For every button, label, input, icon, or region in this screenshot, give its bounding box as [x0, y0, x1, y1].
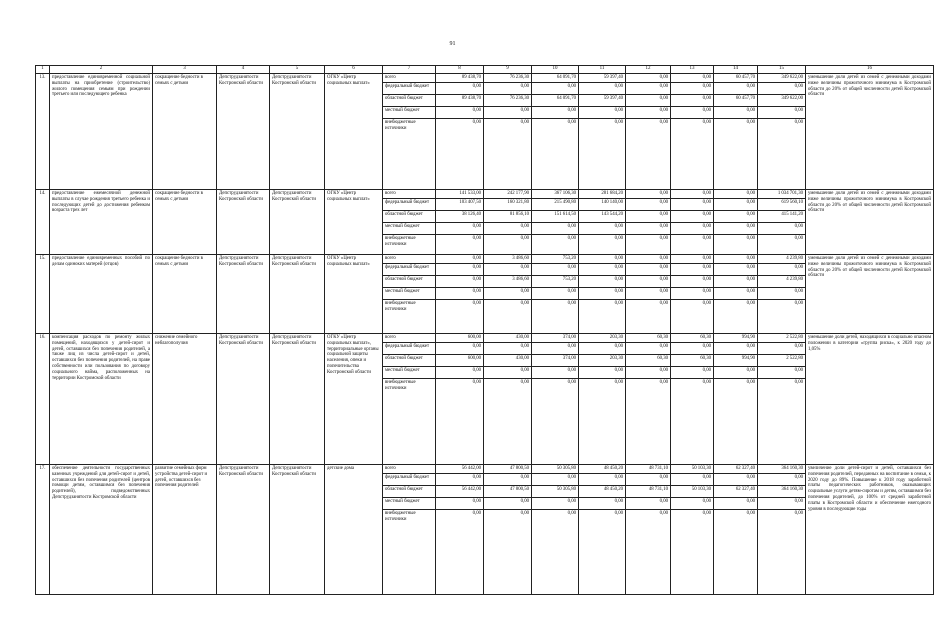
amount-cell: 0,00: [532, 510, 579, 595]
amount-cell: 0,00: [714, 379, 758, 465]
amount-cell: 0,00: [436, 288, 484, 300]
amount-cell: 0,00: [714, 343, 758, 355]
amount-cell: 0,00: [714, 211, 758, 223]
amount-cell: 0,00: [671, 343, 714, 355]
problem-cell: сокращение бедности в семьях с детьми: [153, 74, 217, 190]
funding-source: местный бюджет: [383, 288, 436, 300]
amount-cell: 0,00: [579, 235, 626, 255]
amount-cell: 0,00: [626, 379, 671, 465]
row-number: 13.: [36, 74, 50, 190]
amount-cell: 0,00: [579, 288, 626, 300]
amount-cell: 1 034 701,30: [758, 190, 806, 199]
column-header: 1: [36, 66, 50, 74]
column-header: 5: [270, 66, 325, 74]
amount-cell: 0,00: [626, 190, 671, 199]
funding-source: внебюджетные источники: [383, 235, 436, 255]
amount-cell: 0,00: [671, 223, 714, 235]
column-header: 16: [806, 66, 934, 74]
amount-cell: 0,00: [714, 119, 758, 190]
amount-cell: 48 731,10: [626, 486, 671, 498]
amount-cell: 753,20: [532, 276, 579, 288]
partner-cell: Депструдзанятости Костромской области: [270, 190, 325, 255]
amount-cell: 48 731,10: [626, 465, 671, 474]
amount-cell: 0,00: [436, 235, 484, 255]
amount-cell: 349 622,00: [758, 74, 806, 83]
expected-result: уменьшение доли детей из семей с денежными доходами ниже величины прожиточного минимума в Костромской области до 20% от общей численности детей Костромской области: [806, 74, 934, 190]
funding-source: всего: [383, 255, 436, 264]
column-header: 11: [579, 66, 626, 74]
amount-cell: 0,00: [758, 83, 806, 95]
amount-cell: 0,00: [626, 74, 671, 83]
amount-cell: 0,00: [758, 367, 806, 379]
amount-cell: 0,00: [714, 510, 758, 595]
column-header: 2: [50, 66, 153, 74]
row-number: 17.: [36, 465, 50, 595]
amount-cell: 0,00: [671, 300, 714, 334]
amount-cell: 81 856,10: [484, 211, 532, 223]
amount-cell: 0,00: [671, 255, 714, 264]
recipient-cell: ОГКУ «Центр социальных выплат», территориальные органы социальной защиты населения, опеки и попечительства Костромской области: [325, 334, 383, 465]
amount-cell: 0,00: [671, 190, 714, 199]
amount-cell: 0,00: [436, 474, 484, 486]
funding-source: внебюджетные источники: [383, 300, 436, 334]
amount-cell: 203,30: [579, 355, 626, 367]
expected-result: уменьшение доли детей из семей с денежными доходами ниже величины прожиточного минимума в Костромской области до 20% от общей численности детей Костромской области: [806, 190, 934, 255]
amount-cell: 0,00: [671, 235, 714, 255]
amount-cell: 0,00: [758, 223, 806, 235]
amount-cell: 0,00: [532, 288, 579, 300]
amount-cell: 281 684,20: [579, 190, 626, 199]
amount-cell: 0,00: [671, 264, 714, 276]
amount-cell: 140 140,00: [579, 199, 626, 211]
amount-cell: 0,00: [436, 107, 484, 119]
amount-cell: 64 091,70: [532, 74, 579, 83]
amount-cell: 50 103,30: [671, 486, 714, 498]
amount-cell: 50 305,80: [532, 465, 579, 474]
amount-cell: 2 522,80: [758, 334, 806, 343]
amount-cell: 60 457,70: [714, 95, 758, 107]
amount-cell: 215 490,80: [532, 199, 579, 211]
executor-cell: Депструдзанятости Костромской области: [217, 190, 270, 255]
amount-cell: 0,00: [532, 367, 579, 379]
problem-cell: сокращение бедности в семьях с детьми: [153, 190, 217, 255]
program-table: [35, 65, 934, 595]
column-header: 12: [626, 66, 671, 74]
funding-source: всего: [383, 190, 436, 199]
amount-cell: 3 486,60: [484, 276, 532, 288]
amount-cell: 0,00: [484, 288, 532, 300]
amount-cell: 0,00: [579, 119, 626, 190]
amount-cell: 143 544,20: [579, 211, 626, 223]
funding-source: областной бюджет: [383, 95, 436, 107]
amount-cell: 0,00: [671, 199, 714, 211]
amount-cell: 0,00: [532, 264, 579, 276]
amount-cell: 0,00: [758, 264, 806, 276]
amount-cell: 0,00: [579, 474, 626, 486]
row-number: 15.: [36, 255, 50, 334]
amount-cell: 0,00: [579, 276, 626, 288]
amount-cell: 0,00: [484, 83, 532, 95]
amount-cell: 60,30: [626, 355, 671, 367]
amount-cell: 0,00: [532, 107, 579, 119]
amount-cell: 50 305,80: [532, 486, 579, 498]
amount-cell: 76 236,30: [484, 74, 532, 83]
amount-cell: 600,00: [436, 334, 484, 343]
funding-source: областной бюджет: [383, 211, 436, 223]
amount-cell: 0,00: [484, 367, 532, 379]
column-header: 4: [217, 66, 270, 74]
amount-cell: 0,00: [626, 288, 671, 300]
column-header: 8: [436, 66, 484, 74]
recipient-cell: ОГКУ «Центр социальных выплат»: [325, 74, 383, 190]
amount-cell: 0,00: [714, 190, 758, 199]
amount-cell: 103 407,50: [436, 199, 484, 211]
amount-cell: 89 438,70: [436, 74, 484, 83]
amount-cell: 56 442,00: [436, 486, 484, 498]
column-header: 15: [758, 66, 806, 74]
amount-cell: 0,00: [626, 83, 671, 95]
amount-cell: 0,00: [714, 498, 758, 510]
partner-cell: Депструдзанятости Костромской области: [270, 74, 325, 190]
amount-cell: 0,00: [714, 83, 758, 95]
amount-cell: 0,00: [579, 379, 626, 465]
amount-cell: 0,00: [626, 367, 671, 379]
amount-cell: 0,00: [579, 498, 626, 510]
funding-source: всего: [383, 74, 436, 83]
amount-cell: 0,00: [758, 300, 806, 334]
amount-cell: 0,00: [436, 343, 484, 355]
amount-cell: 0,00: [579, 367, 626, 379]
amount-cell: 0,00: [671, 276, 714, 288]
amount-cell: 0,00: [758, 379, 806, 465]
amount-cell: 0,00: [579, 83, 626, 95]
amount-cell: 0,00: [758, 288, 806, 300]
amount-cell: 47 800,50: [484, 486, 532, 498]
funding-source: федеральный бюджет: [383, 199, 436, 211]
amount-cell: 0,00: [626, 211, 671, 223]
amount-cell: 0,00: [671, 119, 714, 190]
amount-cell: 0,00: [626, 223, 671, 235]
amount-cell: 0,00: [758, 119, 806, 190]
amount-cell: 48 450,20: [579, 465, 626, 474]
recipient-cell: ОГКУ «Центр социальных выплат»: [325, 255, 383, 334]
amount-cell: 0,00: [626, 95, 671, 107]
funding-source: федеральный бюджет: [383, 264, 436, 276]
amount-cell: 0,00: [671, 211, 714, 223]
amount-cell: 0,00: [436, 255, 484, 264]
amount-cell: 0,00: [436, 498, 484, 510]
table-row: [36, 255, 934, 264]
funding-source: внебюджетные источники: [383, 379, 436, 465]
amount-cell: 0,00: [532, 119, 579, 190]
amount-cell: 0,00: [579, 223, 626, 235]
amount-cell: 374,00: [532, 334, 579, 343]
table-row: [36, 190, 934, 199]
amount-cell: 0,00: [484, 223, 532, 235]
amount-cell: 0,00: [484, 264, 532, 276]
amount-cell: 56 442,00: [436, 465, 484, 474]
amount-cell: 0,00: [579, 107, 626, 119]
column-header: 13: [671, 66, 714, 74]
funding-source: местный бюджет: [383, 367, 436, 379]
funding-source: местный бюджет: [383, 107, 436, 119]
amount-cell: 0,00: [714, 264, 758, 276]
amount-cell: 160 321,80: [484, 199, 532, 211]
amount-cell: 0,00: [484, 379, 532, 465]
table-row: [36, 334, 934, 343]
recipient-cell: ОГКУ «Центр социальных выплат»: [325, 190, 383, 255]
amount-cell: 0,00: [532, 343, 579, 355]
partner-cell: Депструдзанятости Костромской области: [270, 465, 325, 595]
column-header: 9: [484, 66, 532, 74]
funding-source: федеральный бюджет: [383, 83, 436, 95]
amount-cell: 0,00: [532, 223, 579, 235]
amount-cell: 0,00: [436, 379, 484, 465]
funding-source: внебюджетные источники: [383, 119, 436, 190]
header-row: [36, 66, 934, 74]
amount-cell: 0,00: [484, 343, 532, 355]
page-number: 91: [449, 41, 456, 47]
expected-result: увеличение доли детей-сирот и детей, оставшихся без попечения родителей, переданных на воспитание в семьи, к 2020 году до 89%. Повышение к 2018 году заработной платы педагогических работников, оказывающих социальные услуги детям-сиротам и детям, оставшимся без попечения родителей, до 100% от средней заработной платы в Костромской области и обеспечение ежегодного уровня в последующие годы: [806, 465, 934, 595]
amount-cell: 38 126,40: [436, 211, 484, 223]
amount-cell: 0,00: [671, 288, 714, 300]
amount-cell: 0,00: [484, 474, 532, 486]
amount-cell: 0,00: [532, 83, 579, 95]
funding-source: федеральный бюджет: [383, 343, 436, 355]
amount-cell: 0,00: [626, 199, 671, 211]
amount-cell: 430,00: [484, 334, 532, 343]
amount-cell: 619 560,10: [758, 199, 806, 211]
amount-cell: 0,00: [484, 119, 532, 190]
amount-cell: 0,00: [626, 255, 671, 264]
measure-name: предоставление ежемесячной денежной выплаты в случае рождения третьего ребенка и последующих детей до достижения ребенком возраста трех лет: [50, 190, 153, 255]
amount-cell: 89 438,70: [436, 95, 484, 107]
amount-cell: 349 622,00: [758, 95, 806, 107]
amount-cell: 0,00: [532, 498, 579, 510]
amount-cell: 0,00: [436, 510, 484, 595]
amount-cell: 2 522,80: [758, 355, 806, 367]
amount-cell: 0,00: [626, 264, 671, 276]
amount-cell: 0,00: [671, 83, 714, 95]
amount-cell: 0,00: [436, 264, 484, 276]
expected-result: уменьшение доли детей, находящихся в социально опасном положении в категории «группа риска», к 2020 году до 1,05%: [806, 334, 934, 465]
amount-cell: 0,00: [714, 288, 758, 300]
amount-cell: 76 236,30: [484, 95, 532, 107]
measure-name: предоставление единовременных пособий по делам одиноких матерей (отцов): [50, 255, 153, 334]
amount-cell: 0,00: [579, 510, 626, 595]
amount-cell: 0,00: [714, 235, 758, 255]
amount-cell: 0,00: [671, 107, 714, 119]
amount-cell: 0,00: [532, 300, 579, 334]
amount-cell: 0,00: [436, 223, 484, 235]
recipient-cell: детские дома: [325, 465, 383, 595]
amount-cell: 0,00: [671, 474, 714, 486]
problem-cell: сокращение бедности в семьях с детьми: [153, 255, 217, 334]
row-number: 16.: [36, 334, 50, 465]
amount-cell: 0,00: [714, 300, 758, 334]
amount-cell: 47 800,50: [484, 465, 532, 474]
amount-cell: 0,00: [758, 235, 806, 255]
amount-cell: 0,00: [626, 119, 671, 190]
amount-cell: 0,00: [626, 276, 671, 288]
amount-cell: 0,00: [714, 199, 758, 211]
table-row: [36, 74, 934, 83]
funding-source: областной бюджет: [383, 355, 436, 367]
measure-name: предоставление единовременной социальной выплаты на приобретение (строительство) жилого помещения семьям при рождении третьего или последующего ребенка: [50, 74, 153, 190]
funding-source: всего: [383, 465, 436, 474]
amount-cell: 4 239,80: [758, 255, 806, 264]
amount-cell: 0,00: [758, 498, 806, 510]
executor-cell: Депструдзанятости Костромской области: [217, 334, 270, 465]
amount-cell: 0,00: [436, 300, 484, 334]
funding-source: местный бюджет: [383, 498, 436, 510]
executor-cell: Депструдзанятости Костромской области: [217, 74, 270, 190]
amount-cell: 0,00: [532, 474, 579, 486]
amount-cell: 753,20: [532, 255, 579, 264]
measure-name: обеспечение деятельности государственных казенных учреждений для детей-сирот и детей, оставшихся без попечения родителей (центров помощи детям, оставшимся без попечения родителей), подведомственных Депструдзанятости Костромской области: [50, 465, 153, 595]
amount-cell: 0,00: [758, 343, 806, 355]
amount-cell: 0,00: [579, 343, 626, 355]
amount-cell: 0,00: [626, 510, 671, 595]
amount-cell: 0,00: [484, 235, 532, 255]
amount-cell: 141 533,00: [436, 190, 484, 199]
funding-source: всего: [383, 334, 436, 343]
amount-cell: 367 106,30: [532, 190, 579, 199]
column-header: 10: [532, 66, 579, 74]
amount-cell: 0,00: [626, 107, 671, 119]
amount-cell: 59 397,40: [579, 95, 626, 107]
amount-cell: 0,00: [484, 300, 532, 334]
amount-cell: 0,00: [714, 276, 758, 288]
table-row: [36, 465, 934, 474]
amount-cell: 0,00: [532, 379, 579, 465]
amount-cell: 0,00: [532, 235, 579, 255]
expected-result: уменьшение доли детей из семей с денежными доходами ниже величины прожиточного минимума в Костромской области до 20% от общей численности детей Костромской области: [806, 255, 934, 334]
amount-cell: 0,00: [626, 343, 671, 355]
executor-cell: Депструдзанятости Костромской области: [217, 465, 270, 595]
amount-cell: 364 160,30: [758, 465, 806, 474]
measure-name: компенсация расходов по ремонту жилых помещений, находящихся у детей-сирот и детей, оставшихся без попечения родителей, а также лиц из числа детей-сирот и детей, оставшихся без попечения родителей, на праве собственности или пользования по договору социального найма, расположенных на территории Костромской области: [50, 334, 153, 465]
column-header: 14: [714, 66, 758, 74]
amount-cell: 0,00: [671, 498, 714, 510]
amount-cell: 994,90: [714, 334, 758, 343]
amount-cell: 0,00: [714, 474, 758, 486]
problem-cell: снижение семейного неблагополучия: [153, 334, 217, 465]
amount-cell: 994,90: [714, 355, 758, 367]
amount-cell: 59 397,40: [579, 74, 626, 83]
row-number: 14.: [36, 190, 50, 255]
amount-cell: 0,00: [484, 510, 532, 595]
amount-cell: 0,00: [758, 474, 806, 486]
amount-cell: 0,00: [626, 474, 671, 486]
funding-source: областной бюджет: [383, 276, 436, 288]
amount-cell: 0,00: [758, 510, 806, 595]
amount-cell: 62 327,40: [714, 465, 758, 474]
amount-cell: 415 141,20: [758, 211, 806, 223]
amount-cell: 4 239,80: [758, 276, 806, 288]
funding-source: местный бюджет: [383, 223, 436, 235]
partner-cell: Депструдзанятости Костромской области: [270, 255, 325, 334]
amount-cell: 62 327,40: [714, 486, 758, 498]
amount-cell: 0,00: [714, 223, 758, 235]
amount-cell: 3 486,60: [484, 255, 532, 264]
amount-cell: 0,00: [758, 107, 806, 119]
amount-cell: 0,00: [484, 498, 532, 510]
amount-cell: 0,00: [714, 107, 758, 119]
amount-cell: 0,00: [436, 367, 484, 379]
partner-cell: Депструдзанятости Костромской области: [270, 334, 325, 465]
amount-cell: 60 457,70: [714, 74, 758, 83]
amount-cell: 0,00: [579, 264, 626, 276]
amount-cell: 0,00: [436, 83, 484, 95]
amount-cell: 0,00: [671, 367, 714, 379]
amount-cell: 0,00: [714, 367, 758, 379]
amount-cell: 0,00: [436, 119, 484, 190]
funding-source: областной бюджет: [383, 486, 436, 498]
amount-cell: 0,00: [671, 95, 714, 107]
amount-cell: 60,30: [626, 334, 671, 343]
amount-cell: 64 091,70: [532, 95, 579, 107]
amount-cell: 151 614,50: [532, 211, 579, 223]
problem-cell: развитие семейных форм устройства детей-сирот и детей, оставшихся без попечения родителей: [153, 465, 217, 595]
amount-cell: 374,00: [532, 355, 579, 367]
amount-cell: 0,00: [579, 300, 626, 334]
column-header: 7: [383, 66, 436, 74]
amount-cell: 364 160,30: [758, 486, 806, 498]
funding-source: внебюджетные источники: [383, 510, 436, 595]
amount-cell: 430,00: [484, 355, 532, 367]
amount-cell: 0,00: [671, 379, 714, 465]
amount-cell: 60,30: [671, 334, 714, 343]
amount-cell: 0,00: [579, 255, 626, 264]
amount-cell: 0,00: [671, 74, 714, 83]
amount-cell: 50 103,30: [671, 465, 714, 474]
funding-source: федеральный бюджет: [383, 474, 436, 486]
amount-cell: 60,30: [671, 355, 714, 367]
amount-cell: 0,00: [626, 498, 671, 510]
amount-cell: 0,00: [714, 255, 758, 264]
column-header: 3: [153, 66, 217, 74]
amount-cell: 0,00: [436, 276, 484, 288]
column-header: 6: [325, 66, 383, 74]
amount-cell: 0,00: [626, 300, 671, 334]
amount-cell: 48 450,20: [579, 486, 626, 498]
amount-cell: 0,00: [671, 510, 714, 595]
executor-cell: Депструдзанятости Костромской области: [217, 255, 270, 334]
amount-cell: 0,00: [626, 235, 671, 255]
amount-cell: 242 177,90: [484, 190, 532, 199]
amount-cell: 600,00: [436, 355, 484, 367]
amount-cell: 203,30: [579, 334, 626, 343]
amount-cell: 0,00: [484, 107, 532, 119]
